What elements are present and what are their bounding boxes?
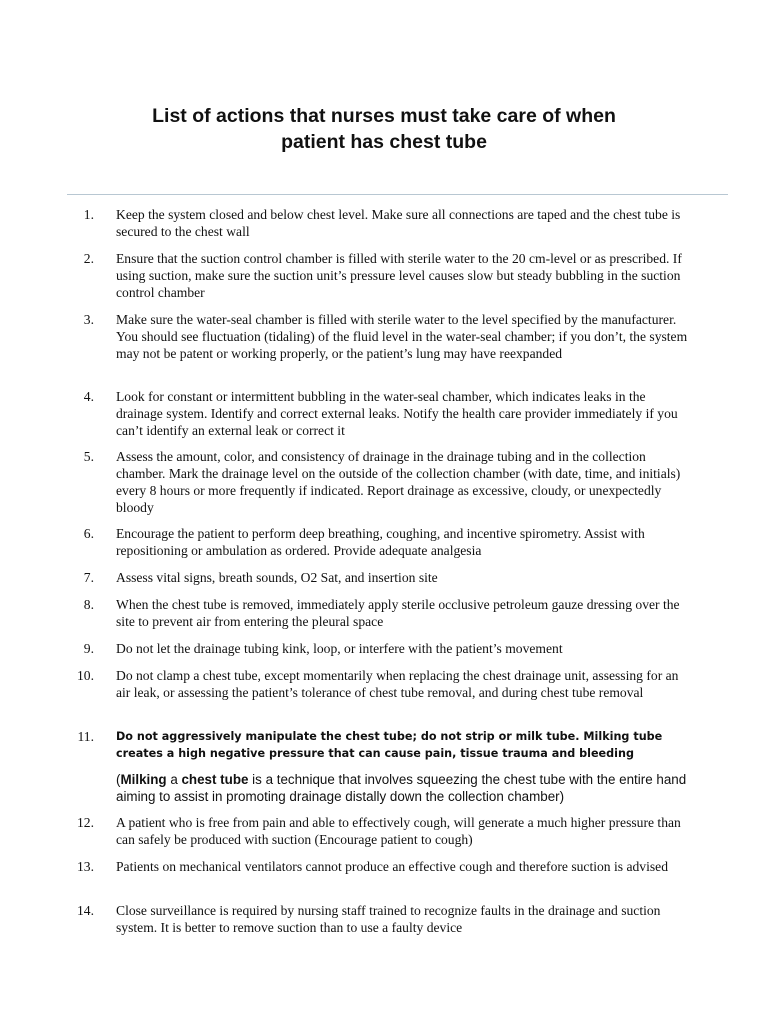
note-term-chest-tube: chest tube bbox=[181, 772, 249, 787]
list-item-number: 6. bbox=[83, 526, 94, 541]
list-item-number: 13. bbox=[77, 859, 94, 874]
list-item-number: 9. bbox=[83, 641, 94, 656]
milking-note bbox=[116, 771, 716, 805]
list-item-number: 2. bbox=[83, 251, 94, 266]
list-item-text: Assess vital signs, breath sounds, O2 Sat, and insertion site bbox=[116, 570, 438, 585]
list-item-number: 11. bbox=[77, 729, 94, 744]
list-item-number: 14. bbox=[77, 903, 94, 918]
title-line-1: List of actions that nurses must take care of when bbox=[152, 105, 616, 127]
list-item-text: Make sure the water-seal chamber is filled with sterile water to the level specified by the manufacturer. You should see fluctuation (tidaling) of the fluid level in the water-seal chamber; if you don’t, the system may not be patent or working properly, or the patient’s lung may have reexpanded bbox=[116, 312, 688, 361]
list-item-text: Keep the system closed and below chest level. Make sure all connections are taped and the chest tube is secured to the chest wall bbox=[116, 207, 681, 239]
list-item-text: A patient who is free from pain and able to effectively cough, will generate a much higher pressure than can safely be produced with suction (Encourage patient to cough) bbox=[116, 815, 681, 847]
title-line-2: patient has chest tube bbox=[281, 131, 487, 153]
list-item-number: 8. bbox=[83, 597, 94, 612]
list-item-number: 7. bbox=[83, 570, 94, 585]
list-item-number: 1. bbox=[83, 207, 94, 222]
note-definition: is a technique that involves squeezing the chest tube with the entire hand aiming to assist in promoting drainage distally down the collection chamber) bbox=[116, 772, 687, 804]
list-item-text: Ensure that the suction control chamber is filled with sterile water to the 20 cm-level or as prescribed. If using suction, make sure the suction unit’s pressure level causes slow but steady bubbling in the suction control chamber bbox=[116, 251, 682, 300]
list-item-text: When the chest tube is removed, immediately apply sterile occlusive petroleum gauze dressing over the site to prevent air from entering the pleural space bbox=[116, 597, 680, 629]
page-title bbox=[40, 103, 728, 155]
note-connector: a bbox=[166, 772, 182, 787]
list-item-number: 10. bbox=[77, 668, 94, 683]
list-item-text: Encourage the patient to perform deep breathing, coughing, and incentive spirometry. Assist with repositioning or ambulation as ordered. Provide adequate analgesia bbox=[116, 526, 645, 558]
list-item-text: Do not aggressively manipulate the chest tube; do not strip or milk tube. Milking tube creates a high negative pressure that can cause pain, tissue trauma and bleeding bbox=[116, 730, 663, 760]
list-item-text: Close surveillance is required by nursing staff trained to recognize faults in the drainage and suction system. It is better to remove suction than to use a faulty device bbox=[116, 903, 661, 935]
list-item-text: Look for constant or intermittent bubbling in the water-seal chamber, which indicates leaks in the drainage system. Identify and correct external leaks. Notify the health care provider immediately if you can’t identify an external leak or correct it bbox=[116, 389, 678, 438]
list-item-number: 3. bbox=[83, 312, 94, 327]
list-item-text: Patients on mechanical ventilators cannot produce an effective cough and therefore suction is advised bbox=[116, 859, 668, 874]
list-item-number: 12. bbox=[77, 815, 94, 830]
list-item-text: Do not clamp a chest tube, except momentarily when replacing the chest drainage unit, assessing for an air leak, or assessing the patient’s tolerance of chest tube removal, and during chest tube removal bbox=[116, 668, 679, 700]
note-term-milking: Milking bbox=[120, 772, 167, 787]
list-item-number: 4. bbox=[83, 389, 94, 404]
title-divider bbox=[67, 194, 728, 195]
list-item-number: 5. bbox=[83, 449, 94, 464]
list-item-text: Assess the amount, color, and consistency of drainage in the drainage tubing and in the collection chamber. Mark the drainage level on the outside of the collection chamber (with date, time, and initials) every 8 hours or more frequently if indicated. Report drainage as excessive, cloudy, or unexpectedly bloody bbox=[116, 449, 681, 515]
list-item-text: Do not let the drainage tubing kink, loop, or interfere with the patient’s movement bbox=[116, 641, 563, 656]
note-open-paren: ( bbox=[116, 772, 121, 787]
